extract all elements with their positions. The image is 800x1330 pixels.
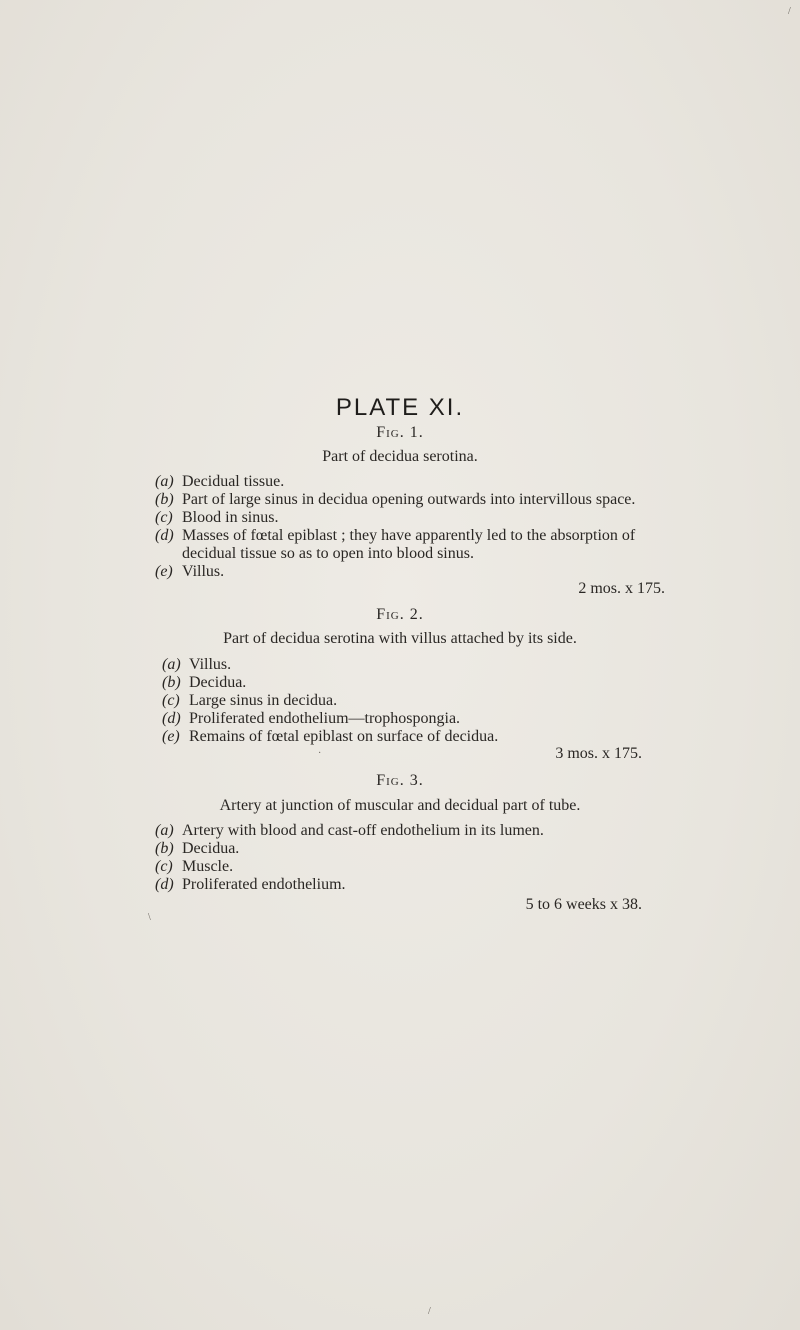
legend-letter: (c) — [155, 858, 173, 875]
legend-letter: (c) — [155, 509, 173, 526]
legend-item — [155, 509, 665, 527]
fig-2-legend — [162, 656, 642, 746]
fig-3-legend — [155, 822, 645, 894]
legend-item — [155, 563, 665, 581]
fig-1-caption: Part of decidua serotina. — [322, 448, 478, 465]
legend-text: Decidua. — [182, 840, 240, 857]
paper-speck: / — [428, 1306, 431, 1317]
legend-letter: (c) — [162, 692, 180, 709]
fig-3-magnification: 5 to 6 weeks x 38. — [525, 896, 642, 913]
legend-text: Blood in sinus. — [182, 509, 279, 526]
legend-letter: (b) — [155, 491, 174, 508]
fig-2-caption: Part of decidua serotina with villus attached by its side. — [223, 630, 577, 647]
fig-3-caption: Artery at junction of muscular and decidual part of tube. — [219, 797, 581, 814]
legend-item — [155, 473, 665, 491]
legend-letter: (b) — [155, 840, 174, 857]
legend-text: Masses of fœtal epiblast ; they have apparently led to the absorption of decidual tissue so as to open into blood sinus. — [182, 527, 636, 562]
legend-item — [155, 491, 665, 509]
legend-letter: (e) — [162, 728, 180, 745]
legend-text: Decidua. — [189, 674, 247, 691]
legend-text: Part of large sinus in decidua opening outwards into intervillous space. — [182, 491, 636, 508]
legend-text: Remains of fœtal epiblast on surface of decidua. — [189, 728, 499, 745]
paper-speck: / — [788, 6, 791, 17]
legend-text: Villus. — [189, 656, 232, 673]
legend-text: Muscle. — [182, 858, 234, 875]
legend-item — [162, 692, 642, 710]
legend-letter: (e) — [155, 563, 173, 580]
legend-text: Decidual tissue. — [182, 473, 285, 490]
plate-title: PLATE XI. — [335, 394, 465, 421]
fig-1-legend — [155, 473, 665, 581]
legend-item — [162, 674, 642, 692]
fig-3-heading: Fig. 3. — [376, 772, 424, 789]
fig-1-magnification: 2 mos. x 175. — [578, 580, 665, 597]
legend-item — [155, 527, 665, 563]
legend-item — [162, 710, 642, 728]
legend-item — [162, 728, 642, 746]
fig-1-heading: Fig. 1. — [376, 424, 424, 441]
legend-item — [155, 840, 645, 858]
legend-letter: (a) — [162, 656, 181, 673]
legend-item — [162, 656, 642, 674]
legend-text: Proliferated endothelium—trophospongia. — [189, 710, 461, 727]
legend-letter: (b) — [162, 674, 181, 691]
legend-letter: (a) — [155, 473, 174, 490]
legend-letter: (a) — [155, 822, 174, 839]
legend-text: Proliferated endothelium. — [182, 876, 346, 893]
legend-text: Villus. — [182, 563, 225, 580]
legend-text: Artery with blood and cast-off endothelium in its lumen. — [182, 822, 544, 839]
legend-letter: (d) — [155, 876, 174, 893]
fig-2-magnification: 3 mos. x 175. — [555, 745, 642, 762]
legend-item — [155, 876, 645, 894]
legend-item — [155, 822, 645, 840]
legend-letter: (d) — [162, 710, 181, 727]
paper-speck: · — [318, 748, 322, 759]
paper-speck: \ — [148, 912, 151, 923]
legend-item — [155, 858, 645, 876]
fig-2-heading: Fig. 2. — [376, 606, 424, 623]
legend-letter: (d) — [155, 527, 174, 544]
legend-text: Large sinus in decidua. — [189, 692, 338, 709]
